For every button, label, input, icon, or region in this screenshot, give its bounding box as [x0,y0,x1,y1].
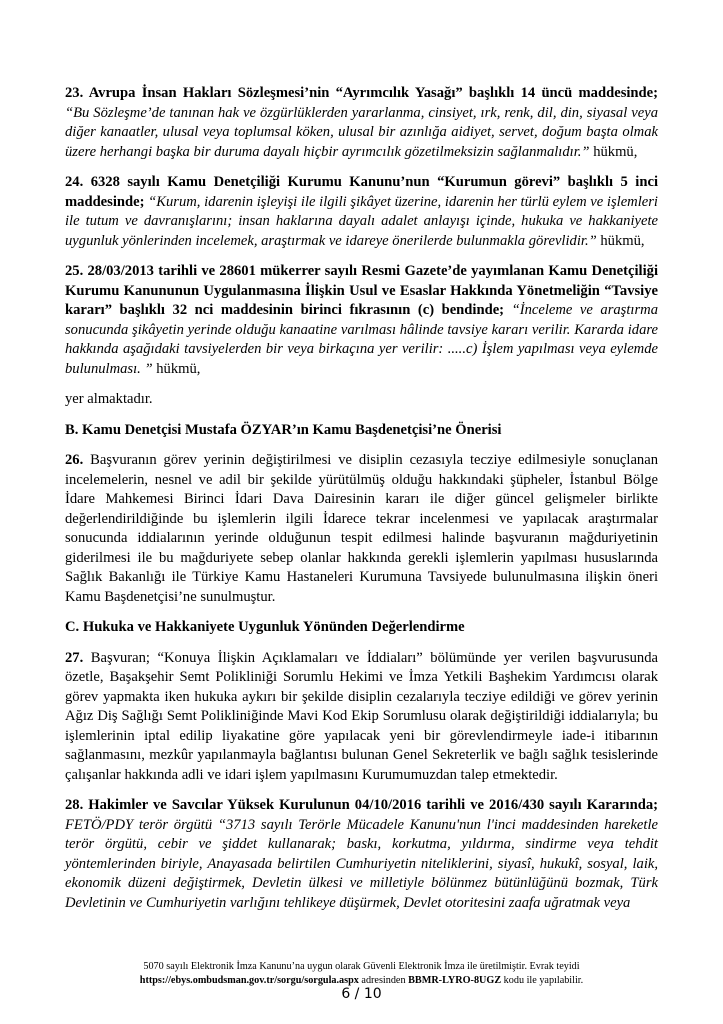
paragraph-25 [65,262,658,379]
section-b-heading: B. Kamu Denetçisi Mustafa ÖZYAR’ın Kamu Başdenetçisi’ne Önerisi [65,421,502,438]
paragraph-26-text: Başvuranın görev yerinin değiştirilmesi ve disiplin cezasıyla tecziye edilmesiyle sonuçlanan incelemelerin, nesnel ve adil bir şekilde yürütülmüş olduğu hakkındaki şüpheler, İstanbul Bölge İdare Mahkemesi Birinci İdari Dava Dairesinin kararı ile diğer güncel gelişmeler birlikte değerlendirildiğinde bu işlemlerin ilgili İdarece tekrar incelenmesi ve yapılacak araştırmalar sonucunda iddialarının yerinde olduğunun tespit edilmesi halinde başvuranın mağduriyetinin giderilmesi ile bu mağduriyete sebep olanlar hakkında gerekli işlemlerin yapılması hususlarında Sağlık Bakanlığı ile Türkiye Kamu Hastaneleri Kurumuna Tavsiyede bulunulmasına ilişkin öneri Kamu Başdenetçisi’ne sunulmuştur. [65,452,658,605]
paragraph-25-quote: “İnceleme ve araştırma sonucunda şikâyetin yerinde olduğu kanaatine varılması hâlinde tavsiye kararı verilir. Kararda idare hakkında aşağıdaki tavsiyelerden bir veya birkaçına yer verilir: .....c) İşlem yapılması veya eylemde bulunulması. ” [65,302,658,377]
paragraph-28-quote: FETÖ/PDY terör örgütü “3713 sayılı Terörle Mücadele Kanunu'nun l'inci maddesinden hareketle terör örgütü, cebir ve şiddet kullanarak; baskı, korkutma, yıldırma, sindirme veya tehdit yöntemlerinden biriyle, Anayasada belirtilen Cumhuriyetin niteliklerini, siyasî, hukukî, sosyal, laik, ekonomik düzeni değiştirmek, Devletin ülkesi ve milletiyle bölünmez bütünlüğünü bozmak, Türk Devletinin ve Cumhuriyetin varlığını tehlikeye düşürmek, Devlet otoritesini zaafa uğratmak veya [65,816,658,911]
page-number: 6 / 10 [341,986,382,1002]
closing-line: yer almaktadır. [65,391,153,407]
footer-line-1: 5070 sayılı Elektronik İmza Kanunu’na uygun olarak Güvenli Elektronik İmza ile üretilmiştir. Evrak teyidi [143,961,580,972]
verification-url[interactable]: https://ebys.ombudsman.gov.tr/sorgu/sorgula.aspx [139,974,359,986]
paragraph-25-lead: 25. 28/03/2013 tarihli ve 28601 mükerrer sayılı Resmi Gazete’de yayımlanan Kamu Denetçiliği Kurumu Kanununun Uygulanmasına İlişkin Usul ve Esaslar Hakkında Yönetmeliğin “Tavsiye kararı” başlıklı 32 nci maddesinin birinci fıkrasının (c) bendinde; [65,263,658,318]
verification-code: BBMR-LYRO-8UGZ [408,974,502,986]
paragraph-23-tail: hükmü, [589,143,638,160]
paragraph-27 [65,649,658,786]
e-signature-footer [0,960,723,987]
paragraph-23-lead: 23. Avrupa İnsan Hakları Sözleşmesi’nin “Ayrımcılık Yasağı” başlıklı 14 üncü maddesinde; [65,85,658,101]
paragraph-24-lead: 24. 6328 sayılı Kamu Denetçiliği Kurumu Kanunu’nun “Kurumun görevi” başlıklı 5 inci maddesinde; [65,174,658,210]
paragraph-27-number: 27. [65,649,84,666]
section-c-heading: C. Hukuka ve Hakkaniyete Uygunluk Yönünden Değerlendirme [65,619,465,635]
footer-mid-text: adresinden [358,974,409,986]
paragraph-23-quote: “Bu Sözleşme’de tanınan hak ve özgürlüklerden yararlanma, cinsiyet, ırk, renk, dil, din, siyasal veya diğer kanaatler, ulusal veya toplumsal köken, ulusal bir azınlığa aidiyet, servet, doğum başta olmak üzere herhangi başka bir duruma dayalı hiçbir ayrımcılık gözetilmeksizin sağlanmalıdır.” [65,104,658,160]
footer-line-2 [0,974,723,988]
paragraph-23 [65,84,658,162]
paragraph-28-lead: 28. Hakimler ve Savcılar Yüksek Kurulunun 04/10/2016 tarihli ve 2016/430 sayılı Kararında; [65,797,658,813]
paragraph-24 [65,173,658,251]
paragraph-24-quote: “Kurum, idarenin işleyişi ile ilgili şikâyet üzerine, idarenin her türlü eylem ve işlemleri ile tutum ve davranışlarını; insan haklarına dayalı adalet anlayışı içinde, hukuka ve hakkaniyete uygunluk yönlerinden incelemek, araştırmak ve idareye önerilerde bulunmakla görevlidir.” [65,193,658,249]
paragraph-27-text: Başvuran; “Konuya İlişkin Açıklamaları ve İddiaları” bölümünde yer verilen başvurusunda özetle, Başakşehir Semt Polikliniği Sorumlu Hekimi ve İmza Yetkili Başhekim Yardımcısı olarak görev yapmakta iken hukuka aykırı bir şekilde disiplin cezalarıyla tecziye edildiği ve görev yerinin Ağız Diş Sağlığı Semt Polikliniğinde Mavi Kod Ekip Sorumlusu olarak değiştirildiği iddialarıyla; bu işlemlerinin iptal edilip liyakatine göre yapılacak yeni bir görevlendirmeyle iade-i itibarının sağlanmasını, mezkûr yapılanmayla bağlantısı bulunan Genel Sekreterlik ve bağlı sağlık tesislerinde çalışanlar hakkında adli ve idari işlem yapılmasını Kurumumuzdan talep etmektedir. [65,649,658,783]
paragraph-25-tail: hükmü, [152,360,201,377]
footer-end-text: kodu ile yapılabilir. [501,974,584,986]
paragraph-28 [65,796,658,913]
paragraph-26 [65,451,658,607]
paragraph-26-number: 26. [65,452,84,468]
document-body [65,84,658,924]
paragraph-24-tail: hükmü, [596,232,645,249]
